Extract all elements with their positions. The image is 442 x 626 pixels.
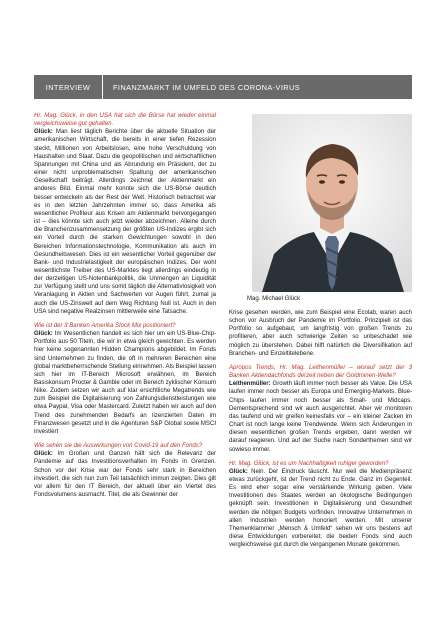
section-label: INTERVIEW [34,75,103,99]
answer-1-speaker: Glück: [34,129,53,136]
answer-3-text: Im Großen und Ganzen hält sich die Relevanz der Pandemie auf das Investitionsverhalten im Fonds in Grenzen. Schon vor der Krise war der Fonds sehr stark in Bereichen investiert, die sich nun zum Teil tatsächlich immun zeigten. Dies gilt vor allem für den IT Bereich, der aktuell über ein Viertel des Fondsvolumens ausmacht. Titel, die als Gewinner der [34,451,216,499]
section-header [34,75,412,99]
answer-2-text: Im Wesentlichen handelt es sich hier um ein US-Blue-Chip-Portfolio aus 50 Titeln, die wir in etwa gleich gewichten. Es werden hier keine sogenannten Hidden Champions abgebildet. Im Fonds sind Unternehmen zu finden, die oft in mehreren Bereichen eine global marktbeherrschende Stellung einnehmen. Als Beispiel lassen sich hier im IT-Bereich Microsoft erwähnen, im Bereich Basiskonsum Procter & Gamble oder im Bereich zyklischer Konsum Nike. Zudem setzen wir auch auf klar ersichtliche Megatrends wie zum Beispiel die Digitalisierung von Zahlungsdienstleistungen wie etwa Paypal, Visa oder Mastercard. Zuletzt haben wir auch auf den Trend des zunehmenden Bedarfs an lizenzierten Daten im Finanzwesen gesetzt und in die Agenturen S&P Global sowie MSCI investiert [34,331,216,435]
section-title: FINANZMARKT IM UMFELD DES CORONA-VIRUS [113,82,301,92]
right-column [229,309,412,555]
portrait-illustration [252,114,412,292]
answer-5-text: Nein. Der Eindruck täuscht. Nur weil die Medienpräsenz etwas zurückgeht, ist der Trend nicht zu Ende. Ganz im Gegenteil. Es wird eher sogar eine verstärkende Wirkung geben. Viele Investitionen des Staates werden an ökologische Bedingungen geknüpft sein. Investitionen in Digitalisierung und Gesundheit werden die nötigen Budgets vorfinden. Innovative Unternehmen in allen Industrien werden honoriert werden. Mit unserer Themenklammer „Mensch & Umfeld“ sehen wir uns bestens auf diese Entwicklungen vorbereitet; die beiden Fonds sind auch vergleichsweise gut durch die vergangenen Monate gekommen. [229,468,412,549]
left-column [34,112,216,505]
question-2: Wie ist der 3 Banken Amerika Stock Mix positioniert? [34,322,176,329]
answer-1 [34,128,216,316]
photo-caption: Mag. Michael Glück [247,296,301,302]
answer-5 [229,468,412,550]
answer-4-text: Growth läuft immer noch besser als Value. Die USA laufen immer noch besser als Europa und Emerging-Markets. Blue-Chips laufen immer noch besser als Small- und Midcaps. Dementsprechend sind wir auch ausgerichtet. Aber wir monitoren das laufend und wir greifen keinesfalls vor – ein kleiner Zacken im Chart ist noch lange keine Trendwende. Wenn sich Änderungen in diesen wesentlichen großen Trends ergeben, dann werden wir darauf reagieren. Und auf der Suche nach Sonderthemen sind wir sowieso immer. [229,381,412,453]
answer-2 [34,330,216,436]
question-3: Wie sehen sie die Auswirkungen von Covid-19 auf den Fonds? [34,443,203,450]
answer-3-continued: Krise gesehen werden, wie zum Beispiel eine Ecolab, waren auch schon vor Ausbruch der Pandemie im Portfolio. Prinzipiell ist das Portfolio so aufgebaut, um langfristig von großen Trends zu profitieren, aber auch schwierige Zeiten so unbeschadet wie möglich zu überstehen. Dabei hilft natürlich die Diversifikation auf Branchen- und Einzeltitelebene. [229,310,412,357]
answer-4-speaker: Leithenmüller: [229,381,271,388]
answer-1-text: Man liest täglich Berichte über die aktuelle Situation der amerikanischen Wirtschaft, die bereits in einer tiefen Rezession steckt, Millionen von Arbeitslosen, eine hohe Verschuldung von Haushalten und Staat. Dazu die geopolitischen und wirtschaftlichen Spannungen mit China und als Abrundung ein Präsident, der zu einer nicht unproblematischen Spaltung der amerikanischen Gesellschaft beiträgt. Allerdings zeichnet der Aktienmarkt ein anderes Bild. Einmal mehr konnte sich die US-Börse deutlich besser entwickeln als der Rest der Welt. Historisch betrachtet war es in den letzten Jahrzehnten immer so, dass Amerika als wesentlicher Profiteur aus Krisen am Aktienmarkt hervorgegangen ist – dies könnte sich auch jetzt wieder abzeichnen. Alleine durch die Branchenzusammensetzung der größten US-Indizes ergibt sich ein Vorteil durch die starken Gewichtungen sowohl in den Bereichen Informationstechnologie, Kommunikation als auch im Gesundheitswesen. Dies ist ein wesentlicher Vorteil gegenüber der Bank- und Industrielastigkeit der europäischen Indizes. Der wohl wesentlichste Treiber des US-Marktes liegt allerdings eindeutig in der derzeitigen US-Notenbankpolitik, die Unmengen an Liquidität zur Verfügung stellt und uns somit täglich die Alternativlosigkeit von Veranlagung in Aktien und Sachwerten vor Augen führt, zumal ja auch die US-Zinswelt auf dem Weg Richtung Null ist. Auch in den USA sind negative Realzinsen mittlerweile eine Tatsache. [34,129,216,315]
answer-5-speaker: Glück: [229,468,248,475]
question-1: Hr. Mag. Glück, in den USA hat sich die Börse hat wieder einmal vergleichsweise gut gehalten. [34,113,216,128]
answer-3-speaker: Glück: [34,451,53,458]
portrait-photo [252,114,412,292]
answer-2-speaker: Glück: [34,331,53,338]
answer-3 [34,450,216,499]
answer-4 [229,380,412,453]
question-5: Hr. Mag. Glück, ist es um Nachhaltigkeit ruhiger geworden? [229,460,389,467]
question-4: Apropos Trends, Hr. Mag. Leithenmüller – worauf setzt der 3 Banken Aktiendachfonds derzeit neben der Goldminen-Welle? [229,364,412,380]
